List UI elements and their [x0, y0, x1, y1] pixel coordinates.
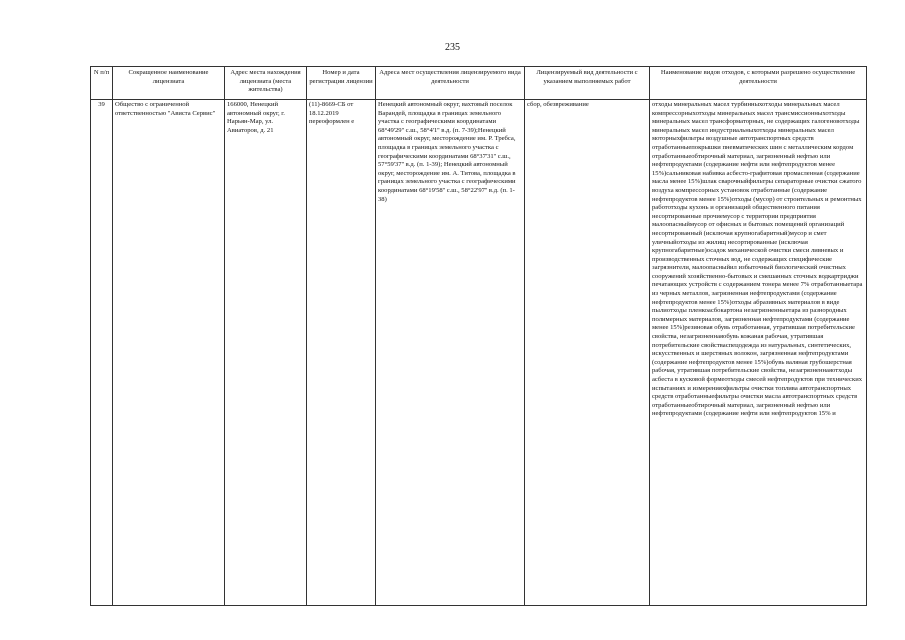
- header-locations: Адреса мест осуществления лицензируемого вида деятельности: [376, 67, 525, 100]
- cell-address: 166000, Ненецкий автономный округ, г. Нарьян-Мар, ул. Авиаторов, д. 21: [225, 100, 307, 606]
- cell-license: (11)-8669-СБ от 18.12.2019 переоформлен е: [307, 100, 376, 606]
- cell-activity: сбор, обезвреживание: [525, 100, 650, 606]
- header-license: Номер и дата регистрации лицензии: [307, 67, 376, 100]
- header-waste: Наименование видов отходов, с которыми разрешено осуществление деятельности: [650, 67, 867, 100]
- header-number: N п/п: [91, 67, 113, 100]
- license-register-table: [90, 66, 867, 606]
- page-number: 235: [445, 42, 460, 53]
- cell-name: Общество с ограниченной ответственностью "Ависта Сервис": [113, 100, 225, 606]
- table-row: [91, 100, 867, 606]
- header-activity: Лицензируемый вид деятельности с указанием выполняемых работ: [525, 67, 650, 100]
- cell-waste: отходы минеральных масел турбинныхотходы минеральных масел компрессорныхотходы минеральных масел трансмиссионныхотходы минеральных масел трансформаторных, не содержащих галогеновотходы минеральных масел индустриальныхотходы минеральных масел моторныхфильтры воздушные автотранспортных средств отработанныепокрышки пневматических шин с металлическим кордом отработанныеобтирочный материал, загрязненный нефтью или нефтепродуктами (содержание нефти или нефтепродуктов менее 15%)сальниковая набивка асбесто-графитовая промасленная (содержание масла менее 15%)шлак сварочныйфильтры сепараторные очистки сжатого воздуха компрессорных установок отработанные (содержание нефтепродуктов менее 15%)отходы (мусор) от строительных и ремонтных работотходы кухонь и организаций общественного питания несортированные прочиемусор с территории предприятия малоопасныймусор от офисных и бытовых помещений организаций несортированный (исключая крупногабаритный)мусор и смет уличныйотходы из жилищ несортированные (исключая крупногабаритные)осадок механической очистки смеси ливневых и производственных сточных вод, не содержащих специфические загрязнители, малоопасныйил избыточный биологический очистных сооружений хозяйственно-бытовых и смешанных сточных водкартриджи печатающих устройств с содержанием тонера менее 7% отработанныетара из черных металлов, загрязненная нефтепродуктами (содержание нефтепродуктов менее 15%)отходы абразивных материалов в виде пылиотходы пленкоасбокартона незагрязненныетара из разнородных полимерных материалов, загрязненная нефтепродуктами (содержание менее 15%)резиновая обувь отработанная, утратившая потребительские свойства, незагрязненнаяобувь кожаная рабочая, утратившая потребительские свойстваспецодежда из натуральных, синтетических, искусственных и шерстяных волокон, загрязненная нефтепродуктами (содержание нефтепродуктов менее 15%)обувь валяная грубошерстная рабочая, утратившая потребительские свойства, незагрязненнаяотходы асбеста в кусковой формеотходы смесей нефтепродуктов при технических испытаниях и измеренияхфильтры очистки топлива автотранспортных средств отработанныефильтры очистки масла автотранспортных средств отработанныеобтирочный материал, загрязненный нефтью или нефтепродуктами (содержание нефти или нефтепродуктов 15% и: [650, 100, 867, 606]
- header-name: Сокращенное наименование лицензиата: [113, 67, 225, 100]
- cell-locations: Ненецкий автономный округ, вахтовый поселок Варандей, площадка в границах земельного участка с географическими координатами 68°49'29'' с.ш., 58°4'1'' в.д. (п. 7-39);Ненецкий автономный округ, месторождение им. Р. Требса, площадка в границах земельного участка с географическими координатами 68°37'31'' с.ш., 57°59'37'' в.д. (п. 1-39); Ненецкий автономный округ, месторождение им. А. Титова, площадка в границах земельного участка с географическими координатами 68°19'58'' с.ш., 58°22'97'' в.д. (п. 1-38): [376, 100, 525, 606]
- cell-number: 39: [91, 100, 113, 606]
- header-address: Адрес места нахождения лицензиата (места жительства): [225, 67, 307, 100]
- table-header-row: [91, 67, 867, 100]
